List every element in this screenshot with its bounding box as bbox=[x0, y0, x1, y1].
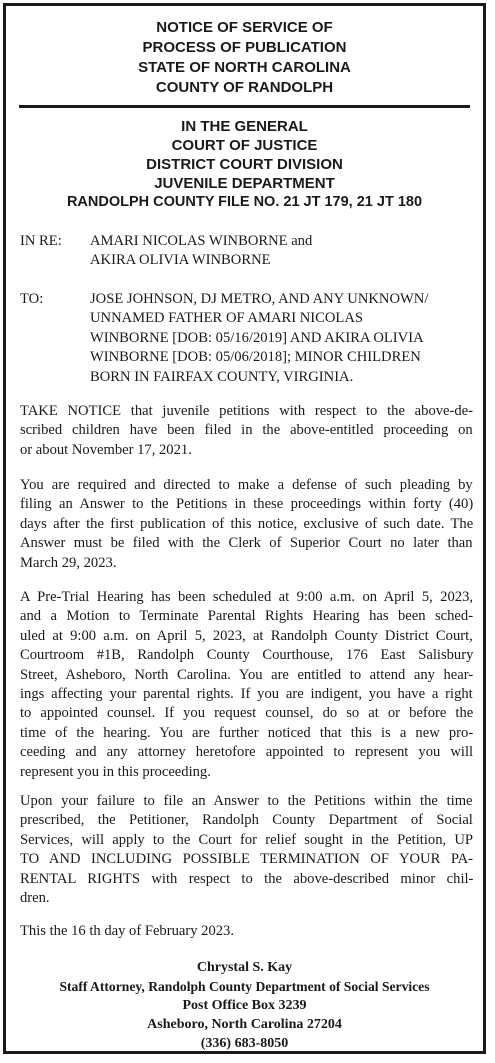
paragraph-line: ings affecting your parental rights. If you are indigent, you have a right bbox=[20, 686, 473, 703]
in-re-names bbox=[90, 232, 473, 271]
failure-to-answer-paragraph bbox=[20, 792, 473, 908]
paragraph-line: to appointed counsel. If you request counsel, do so at or before the bbox=[20, 705, 474, 722]
paragraph-line: time of the hearing. You are further noticed that this is a new pro- bbox=[20, 724, 474, 741]
paragraph-line: This the 16 th day of February 2023. bbox=[20, 923, 235, 939]
paragraph-line: and a Motion to Terminate Parental Rights Hearing has been sched- bbox=[20, 608, 474, 625]
date-line bbox=[20, 922, 473, 941]
file-number: RANDOLPH COUNTY FILE NO. 21 JT 179, 21 JT 180 bbox=[66, 194, 423, 210]
in-re-line: AMARI NICOLAS WINBORNE and bbox=[90, 233, 313, 249]
to-line: BORN IN FAIRFAX COUNTY, VIRGINIA. bbox=[90, 368, 354, 385]
paragraph-line: A Pre-Trial Hearing has been scheduled at 9:00 a.m. on April 5, 2023, bbox=[20, 589, 474, 605]
paragraph-line: March 29, 2023. bbox=[20, 554, 117, 571]
heading-line: COUNTY OF RANDOLPH bbox=[155, 79, 334, 96]
to-recipients bbox=[90, 290, 473, 387]
in-re-label: IN RE: bbox=[20, 233, 62, 249]
court-line: COURT OF JUSTICE bbox=[171, 137, 318, 154]
legal-notice bbox=[3, 3, 486, 1054]
signer-address: Post Office Box 3239 bbox=[182, 998, 307, 1013]
to-line: UNNAMED FATHER OF AMARI NICOLAS bbox=[90, 310, 363, 327]
paragraph-line: days after the first publication of this notice, exclusive of such date. The bbox=[20, 515, 474, 532]
signer-city: Asheboro, North Carolina 27204 bbox=[147, 1017, 342, 1032]
paragraph-line: RENTAL RIGHTS with respect to the above-described minor chil- bbox=[20, 870, 474, 887]
paragraph-line: or about November 17, 2021. bbox=[20, 441, 192, 458]
signer-title: Staff Attorney, Randolph County Department of Social Services bbox=[59, 979, 430, 994]
to-line: WINBORNE [DOB: 05/06/2018]; MINOR CHILDREN bbox=[90, 349, 421, 366]
paragraph-line: represent you in this proceeding. bbox=[20, 763, 211, 780]
heading-line: PROCESS OF PUBLICATION bbox=[142, 39, 347, 56]
court-line: JUVENILE DEPARTMENT bbox=[154, 175, 335, 192]
heading-line: STATE OF NORTH CAROLINA bbox=[138, 59, 351, 76]
divider bbox=[19, 105, 470, 108]
to-label: TO: bbox=[20, 291, 44, 307]
paragraph-line: Answer must be filed with the Clerk of Superior Court no later than bbox=[20, 535, 473, 552]
signature-block bbox=[6, 958, 483, 1053]
answer-requirement-paragraph bbox=[20, 476, 473, 573]
paragraph-line: You are required and directed to make a defense of such pleading by bbox=[20, 477, 473, 493]
paragraph-line: Courtroom #1B, Randolph County Courthouse, 176 East Salisbury bbox=[20, 647, 474, 664]
paragraph-line: ceeding and any attorney heretofore appointed to represent you will bbox=[20, 744, 474, 761]
paragraph-line: TO AND INCLUDING POSSIBLE TERMINATION OF YOUR PA- bbox=[20, 851, 474, 868]
in-re-line: AKIRA OLIVIA WINBORNE bbox=[90, 252, 271, 269]
signer-name: Chrystal S. Kay bbox=[196, 960, 293, 975]
paragraph-line: filing an Answer to the Petitions in these proceedings within forty (40) bbox=[20, 496, 474, 513]
notice-heading bbox=[6, 18, 483, 98]
paragraph-line: prescribed, the Petitioner, Randolph County Department of Social bbox=[20, 812, 473, 829]
court-line: DISTRICT COURT DIVISION bbox=[146, 156, 343, 173]
to-line: WINBORNE [DOB: 05/16/2019] AND AKIRA OLIVIA bbox=[90, 329, 424, 346]
to-line: JOSE JOHNSON, DJ METRO, AND ANY UNKNOWN/ bbox=[90, 291, 429, 307]
hearing-paragraph bbox=[20, 588, 473, 782]
court-heading bbox=[6, 117, 483, 212]
paragraph-line: dren. bbox=[20, 890, 50, 907]
paragraph-line: Upon your failure to file an Answer to the Petitions within the time bbox=[20, 793, 473, 809]
heading-line: NOTICE OF SERVICE OF bbox=[156, 19, 333, 36]
court-line: IN THE GENERAL bbox=[181, 118, 308, 135]
signer-phone: (336) 683-8050 bbox=[200, 1036, 289, 1051]
paragraph-line: Street, Asheboro, North Carolina. You are entitled to attend any hear- bbox=[20, 666, 474, 683]
take-notice-paragraph bbox=[20, 402, 473, 460]
paragraph-line: Services, will apply to the Court for relief sought in the Petition, UP bbox=[20, 831, 474, 848]
paragraph-line: scribed children have been filed in the above-entitled proceeding on bbox=[20, 422, 473, 439]
paragraph-line: TAKE NOTICE that juvenile petitions with respect to the above-de- bbox=[20, 403, 474, 419]
paragraph-line: uled at 9:00 a.m. on April 5, 2023, at Randolph County District Court, bbox=[20, 627, 473, 644]
